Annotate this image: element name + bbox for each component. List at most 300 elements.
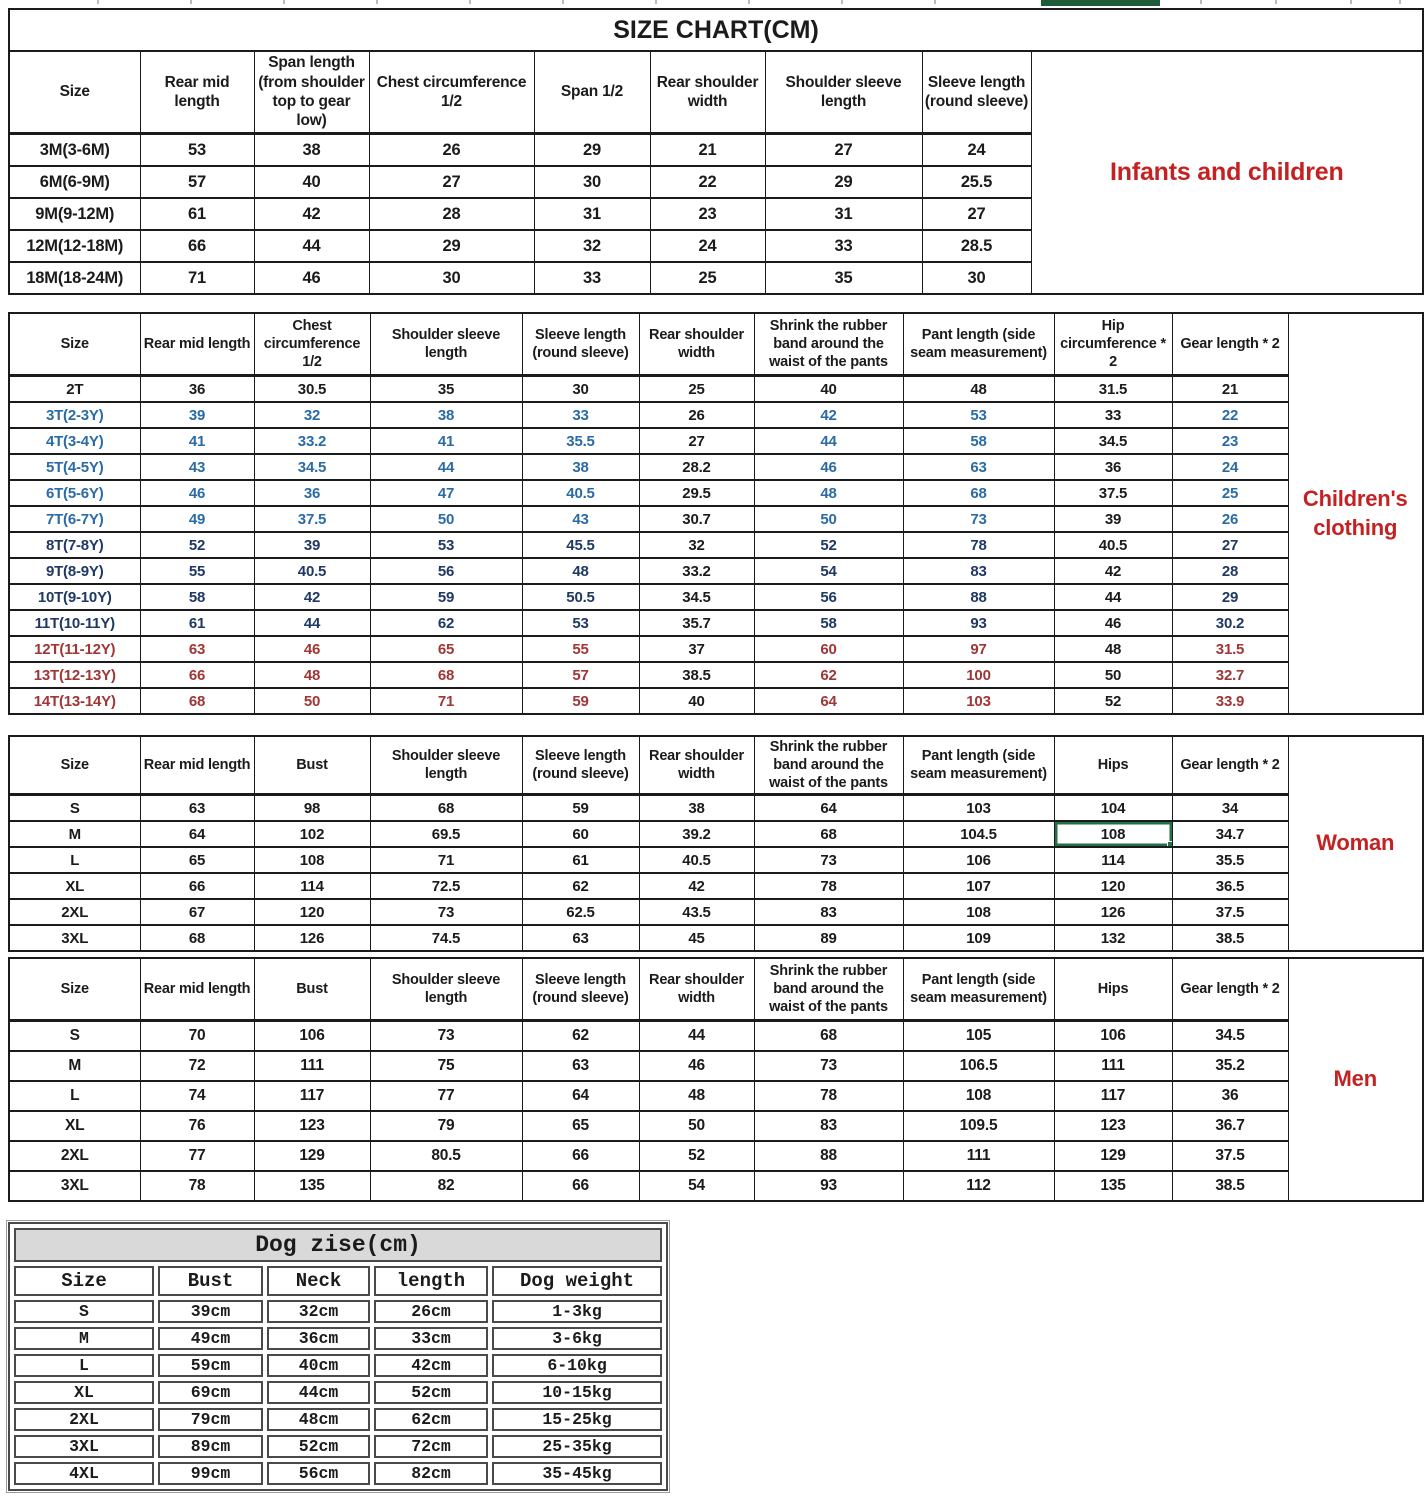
value-cell: 28.5 — [922, 230, 1031, 262]
value-cell: 74 — [140, 1081, 254, 1111]
value-cell: 111 — [903, 1141, 1054, 1171]
value-cell: 93 — [754, 1171, 903, 1201]
children-size-table — [8, 312, 1424, 715]
column-header: Rear shoulder width — [650, 51, 765, 134]
value-cell: 57 — [522, 662, 639, 688]
value-cell: 40.5 — [254, 558, 370, 584]
value-cell: 48 — [254, 662, 370, 688]
value-cell: 68 — [140, 688, 254, 714]
value-cell: 82 — [370, 1171, 522, 1201]
column-header: Gear length * 2 — [1172, 313, 1288, 376]
column-header: Gear length * 2 — [1172, 958, 1288, 1021]
value-cell: 112 — [903, 1171, 1054, 1201]
value-cell: 83 — [903, 558, 1054, 584]
value-cell: 28 — [369, 198, 534, 230]
column-header: Chest circumference 1/2 — [254, 313, 370, 376]
value-cell: 21 — [650, 134, 765, 167]
column-header: Pant length (side seam measurement) — [903, 313, 1054, 376]
value-cell: 38.5 — [639, 662, 754, 688]
value-cell: 83 — [754, 1111, 903, 1141]
value-cell: 62 — [522, 873, 639, 899]
value-cell: 36 — [1172, 1081, 1288, 1111]
value-cell: 39.2 — [639, 821, 754, 847]
value-cell: 61 — [140, 198, 254, 230]
size-cell: XL — [9, 1111, 140, 1141]
column-header: Rear shoulder width — [639, 736, 754, 795]
value-cell: 29 — [369, 230, 534, 262]
value-cell: 71 — [140, 262, 254, 294]
value-cell: 46 — [639, 1051, 754, 1081]
value-cell: 79cm — [158, 1408, 263, 1431]
column-header: Rear mid length — [140, 313, 254, 376]
value-cell: 34.5 — [254, 454, 370, 480]
column-header: Hips — [1054, 958, 1172, 1021]
value-cell: 35-45kg — [492, 1462, 662, 1485]
value-cell: 27 — [639, 428, 754, 454]
value-cell: 61 — [522, 847, 639, 873]
value-cell: 104.5 — [903, 821, 1054, 847]
grid-tick — [1399, 0, 1401, 4]
value-cell: 40 — [254, 166, 369, 198]
value-cell: 34.7 — [1172, 821, 1288, 847]
size-cell: 12M(12-18M) — [9, 230, 140, 262]
column-header: Hip circumference * 2 — [1054, 313, 1172, 376]
value-cell: 33.2 — [639, 558, 754, 584]
value-cell: 53 — [140, 134, 254, 167]
value-cell: 52cm — [267, 1435, 370, 1458]
column-header: Rear mid length — [140, 736, 254, 795]
value-cell: 73 — [370, 1021, 522, 1052]
value-cell: 77 — [140, 1141, 254, 1171]
value-cell: 80.5 — [370, 1141, 522, 1171]
column-header: Rear mid length — [140, 958, 254, 1021]
value-cell: 42 — [754, 402, 903, 428]
value-cell: 104 — [1054, 795, 1172, 822]
value-cell: 45.5 — [522, 532, 639, 558]
column-header: Bust — [254, 736, 370, 795]
value-cell: 64 — [754, 795, 903, 822]
column-header: length — [374, 1266, 488, 1296]
value-cell: 108 — [903, 899, 1054, 925]
value-cell: 33.2 — [254, 428, 370, 454]
value-cell: 55 — [522, 636, 639, 662]
value-cell: 32cm — [267, 1300, 370, 1323]
value-cell: 50 — [254, 688, 370, 714]
value-cell: 89cm — [158, 1435, 263, 1458]
grid-tick — [283, 0, 285, 4]
value-cell: 44 — [254, 230, 369, 262]
value-cell: 68 — [370, 662, 522, 688]
value-cell: 120 — [1054, 873, 1172, 899]
column-header: Shoulder sleeve length — [370, 313, 522, 376]
value-cell: 31.5 — [1054, 376, 1172, 403]
value-cell: 102 — [254, 821, 370, 847]
value-cell: 68 — [754, 821, 903, 847]
column-header: Sleeve length (round sleeve) — [522, 736, 639, 795]
value-cell: 34.5 — [639, 584, 754, 610]
value-cell: 83 — [754, 899, 903, 925]
value-cell: 36 — [1054, 454, 1172, 480]
size-cell: L — [9, 847, 140, 873]
women-size-table — [8, 735, 1424, 952]
value-cell: 40cm — [267, 1354, 370, 1377]
value-cell: 60 — [754, 636, 903, 662]
value-cell: 37.5 — [1172, 1141, 1288, 1171]
value-cell: 65 — [522, 1111, 639, 1141]
section-label-women: Woman — [1288, 736, 1423, 951]
value-cell: 120 — [254, 899, 370, 925]
value-cell: 76 — [140, 1111, 254, 1141]
column-header: Gear length * 2 — [1172, 736, 1288, 795]
size-cell: 6T(5-6Y) — [9, 480, 140, 506]
value-cell: 42 — [1054, 558, 1172, 584]
value-cell: 103 — [903, 688, 1054, 714]
value-cell: 38 — [370, 402, 522, 428]
value-cell: 44 — [1054, 584, 1172, 610]
value-cell: 40.5 — [639, 847, 754, 873]
value-cell: 39cm — [158, 1300, 263, 1323]
value-cell: 111 — [254, 1051, 370, 1081]
size-cell: 2XL — [14, 1408, 154, 1431]
value-cell: 31.5 — [1172, 636, 1288, 662]
size-cell: L — [14, 1354, 154, 1377]
value-cell: 35.5 — [1172, 847, 1288, 873]
value-cell: 34 — [1172, 795, 1288, 822]
value-cell: 33 — [522, 402, 639, 428]
value-cell: 62 — [370, 610, 522, 636]
size-cell: 8T(7-8Y) — [9, 532, 140, 558]
size-cell: 11T(10-11Y) — [9, 610, 140, 636]
grid-tick — [934, 0, 936, 4]
value-cell: 59cm — [158, 1354, 263, 1377]
value-cell: 123 — [254, 1111, 370, 1141]
value-cell: 66 — [140, 873, 254, 899]
value-cell: 36 — [140, 376, 254, 403]
column-header: Bust — [254, 958, 370, 1021]
value-cell: 71 — [370, 847, 522, 873]
value-cell: 33 — [534, 262, 650, 294]
value-cell: 56 — [754, 584, 903, 610]
value-cell: 26cm — [374, 1300, 488, 1323]
value-cell: 30.5 — [254, 376, 370, 403]
value-cell: 52 — [140, 532, 254, 558]
size-cell: 9M(9-12M) — [9, 198, 140, 230]
value-cell: 54 — [639, 1171, 754, 1201]
value-cell: 25 — [639, 376, 754, 403]
value-cell: 33cm — [374, 1327, 488, 1350]
value-cell: 98 — [254, 795, 370, 822]
size-cell: 12T(11-12Y) — [9, 636, 140, 662]
value-cell: 66 — [140, 662, 254, 688]
value-cell: 62 — [754, 662, 903, 688]
value-cell: 40 — [754, 376, 903, 403]
value-cell: 109.5 — [903, 1111, 1054, 1141]
value-cell: 35 — [765, 262, 922, 294]
size-cell: 2T — [9, 376, 140, 403]
value-cell: 78 — [754, 1081, 903, 1111]
value-cell: 34.5 — [1172, 1021, 1288, 1052]
value-cell: 49 — [140, 506, 254, 532]
size-cell: 2XL — [9, 1141, 140, 1171]
value-cell: 29 — [534, 134, 650, 167]
value-cell: 35 — [370, 376, 522, 403]
value-cell: 30.2 — [1172, 610, 1288, 636]
value-cell: 73 — [370, 899, 522, 925]
column-header: Size — [14, 1266, 154, 1296]
grid-tick — [190, 0, 192, 4]
value-cell: 56 — [370, 558, 522, 584]
value-cell: 32 — [534, 230, 650, 262]
value-cell: 23 — [650, 198, 765, 230]
value-cell: 42 — [639, 873, 754, 899]
grid-tick — [1275, 0, 1277, 4]
value-cell: 24 — [922, 134, 1031, 167]
value-cell: 126 — [1054, 899, 1172, 925]
value-cell: 108 — [903, 1081, 1054, 1111]
value-cell: 50 — [370, 506, 522, 532]
value-cell: 135 — [254, 1171, 370, 1201]
value-cell: 38 — [254, 134, 369, 167]
grid-tick — [1350, 0, 1352, 4]
value-cell: 30.7 — [639, 506, 754, 532]
value-cell: 26 — [1172, 506, 1288, 532]
value-cell: 24 — [650, 230, 765, 262]
column-header: Sleeve length (round sleeve) — [922, 51, 1031, 134]
value-cell: 123 — [1054, 1111, 1172, 1141]
value-cell: 42 — [254, 198, 369, 230]
value-cell: 36cm — [267, 1327, 370, 1350]
value-cell: 100 — [903, 662, 1054, 688]
value-cell: 36.7 — [1172, 1111, 1288, 1141]
value-cell: 54 — [754, 558, 903, 584]
value-cell: 43 — [140, 454, 254, 480]
size-cell: 14T(13-14Y) — [9, 688, 140, 714]
value-cell: 56cm — [267, 1462, 370, 1485]
value-cell: 33 — [1054, 402, 1172, 428]
grid-tick — [1200, 0, 1202, 4]
column-header: Chest circumference 1/2 — [369, 51, 534, 134]
value-cell: 26 — [369, 134, 534, 167]
men-size-table — [8, 957, 1424, 1202]
size-cell: 6M(6-9M) — [9, 166, 140, 198]
value-cell: 72.5 — [370, 873, 522, 899]
value-cell: 46 — [254, 262, 369, 294]
value-cell: 30 — [922, 262, 1031, 294]
value-cell: 82cm — [374, 1462, 488, 1485]
grid-tick — [376, 0, 378, 4]
value-cell: 28.2 — [639, 454, 754, 480]
value-cell: 64 — [522, 1081, 639, 1111]
value-cell: 1-3kg — [492, 1300, 662, 1323]
value-cell: 46 — [254, 636, 370, 662]
column-header: Sleeve length (round sleeve) — [522, 958, 639, 1021]
size-cell: M — [14, 1327, 154, 1350]
size-cell: 9T(8-9Y) — [9, 558, 140, 584]
column-header: Shoulder sleeve length — [765, 51, 922, 134]
value-cell: 55 — [140, 558, 254, 584]
value-cell: 22 — [650, 166, 765, 198]
dog-size-table — [8, 1222, 668, 1491]
value-cell: 59 — [522, 688, 639, 714]
value-cell: 31 — [765, 198, 922, 230]
value-cell: 62cm — [374, 1408, 488, 1431]
value-cell: 29 — [1172, 584, 1288, 610]
value-cell: 106 — [1054, 1021, 1172, 1052]
value-cell: 35.7 — [639, 610, 754, 636]
size-cell: 3XL — [9, 925, 140, 951]
size-cell: 4T(3-4Y) — [9, 428, 140, 454]
column-header: Shrink the rubber band around the waist of the pants — [754, 958, 903, 1021]
column-header: Shrink the rubber band around the waist of the pants — [754, 313, 903, 376]
value-cell: 93 — [903, 610, 1054, 636]
column-header: Neck — [267, 1266, 370, 1296]
size-cell: 3XL — [14, 1435, 154, 1458]
value-cell: 38 — [522, 454, 639, 480]
value-cell: 67 — [140, 899, 254, 925]
value-cell: 71 — [370, 688, 522, 714]
size-cell: 4XL — [14, 1462, 154, 1485]
value-cell: 126 — [254, 925, 370, 951]
size-cell: 5T(4-5Y) — [9, 454, 140, 480]
value-cell: 33.9 — [1172, 688, 1288, 714]
value-cell: 59 — [370, 584, 522, 610]
section-label-men: Men — [1288, 958, 1423, 1201]
size-cell: 3XL — [9, 1171, 140, 1201]
value-cell: 25-35kg — [492, 1435, 662, 1458]
infants-size-table — [8, 8, 1424, 295]
value-cell: 15-25kg — [492, 1408, 662, 1431]
column-header: Shoulder sleeve length — [370, 958, 522, 1021]
value-cell: 27 — [369, 166, 534, 198]
value-cell: 46 — [754, 454, 903, 480]
size-cell: S — [9, 1021, 140, 1052]
value-cell: 99cm — [158, 1462, 263, 1485]
value-cell: 40 — [639, 688, 754, 714]
value-cell: 69cm — [158, 1381, 263, 1404]
value-cell: 38 — [639, 795, 754, 822]
value-cell: 23 — [1172, 428, 1288, 454]
size-cell: XL — [14, 1381, 154, 1404]
column-header: Rear mid length — [140, 51, 254, 134]
value-cell: 38.5 — [1172, 1171, 1288, 1201]
size-cell: 2XL — [9, 899, 140, 925]
value-cell: 36 — [254, 480, 370, 506]
value-cell: 28 — [1172, 558, 1288, 584]
section-label-children: Children's clothing — [1288, 313, 1423, 714]
value-cell: 48 — [522, 558, 639, 584]
value-cell: 42cm — [374, 1354, 488, 1377]
value-cell: 42 — [254, 584, 370, 610]
size-cell: M — [9, 1051, 140, 1081]
value-cell: 107 — [903, 873, 1054, 899]
selected-cell[interactable]: 108 — [1054, 821, 1172, 847]
size-cell: S — [9, 795, 140, 822]
value-cell: 129 — [1054, 1141, 1172, 1171]
value-cell: 73 — [754, 1051, 903, 1081]
value-cell: 29 — [765, 166, 922, 198]
value-cell: 65 — [140, 847, 254, 873]
value-cell: 88 — [754, 1141, 903, 1171]
value-cell: 49cm — [158, 1327, 263, 1350]
value-cell: 35.2 — [1172, 1051, 1288, 1081]
value-cell: 97 — [903, 636, 1054, 662]
value-cell: 41 — [370, 428, 522, 454]
value-cell: 45 — [639, 925, 754, 951]
value-cell: 52 — [639, 1141, 754, 1171]
column-header: Size — [9, 958, 140, 1021]
value-cell: 68 — [370, 795, 522, 822]
grid-tick — [562, 0, 564, 4]
value-cell: 53 — [522, 610, 639, 636]
value-cell: 30 — [369, 262, 534, 294]
value-cell: 88 — [903, 584, 1054, 610]
value-cell: 109 — [903, 925, 1054, 951]
grid-tick — [655, 0, 657, 4]
value-cell: 39 — [140, 402, 254, 428]
size-cell: M — [9, 821, 140, 847]
value-cell: 58 — [754, 610, 903, 636]
column-header: Sleeve length (round sleeve) — [522, 313, 639, 376]
size-cell: L — [9, 1081, 140, 1111]
value-cell: 52 — [1054, 688, 1172, 714]
value-cell: 60 — [522, 821, 639, 847]
value-cell: 103 — [903, 795, 1054, 822]
size-cell: XL — [9, 873, 140, 899]
column-header: Span 1/2 — [534, 51, 650, 134]
value-cell: 38.5 — [1172, 925, 1288, 951]
size-cell: 13T(12-13Y) — [9, 662, 140, 688]
value-cell: 79 — [370, 1111, 522, 1141]
dog-table-title: Dog zise(cm) — [14, 1228, 662, 1262]
value-cell: 40.5 — [522, 480, 639, 506]
value-cell: 50.5 — [522, 584, 639, 610]
size-cell: 3T(2-3Y) — [9, 402, 140, 428]
page-title: SIZE CHART(CM) — [9, 9, 1423, 51]
value-cell: 74.5 — [370, 925, 522, 951]
value-cell: 63 — [903, 454, 1054, 480]
value-cell: 70 — [140, 1021, 254, 1052]
value-cell: 25 — [650, 262, 765, 294]
value-cell: 40.5 — [1054, 532, 1172, 558]
value-cell: 52 — [754, 532, 903, 558]
column-header: Rear shoulder width — [639, 958, 754, 1021]
value-cell: 106 — [903, 847, 1054, 873]
column-header: Size — [9, 313, 140, 376]
column-header: Shoulder sleeve length — [370, 736, 522, 795]
value-cell: 111 — [1054, 1051, 1172, 1081]
value-cell: 78 — [140, 1171, 254, 1201]
value-cell: 48 — [903, 376, 1054, 403]
value-cell: 44 — [254, 610, 370, 636]
value-cell: 32.7 — [1172, 662, 1288, 688]
value-cell: 61 — [140, 610, 254, 636]
value-cell: 48 — [639, 1081, 754, 1111]
column-header: Size — [9, 736, 140, 795]
size-cell: 18M(18-24M) — [9, 262, 140, 294]
column-header: Shrink the rubber band around the waist of the pants — [754, 736, 903, 795]
value-cell: 75 — [370, 1051, 522, 1081]
value-cell: 62.5 — [522, 899, 639, 925]
value-cell: 44 — [370, 454, 522, 480]
value-cell: 62 — [522, 1021, 639, 1052]
value-cell: 27 — [765, 134, 922, 167]
value-cell: 44cm — [267, 1381, 370, 1404]
value-cell: 24 — [1172, 454, 1288, 480]
size-cell: 3M(3-6M) — [9, 134, 140, 167]
value-cell: 50 — [754, 506, 903, 532]
value-cell: 46 — [140, 480, 254, 506]
value-cell: 43.5 — [639, 899, 754, 925]
